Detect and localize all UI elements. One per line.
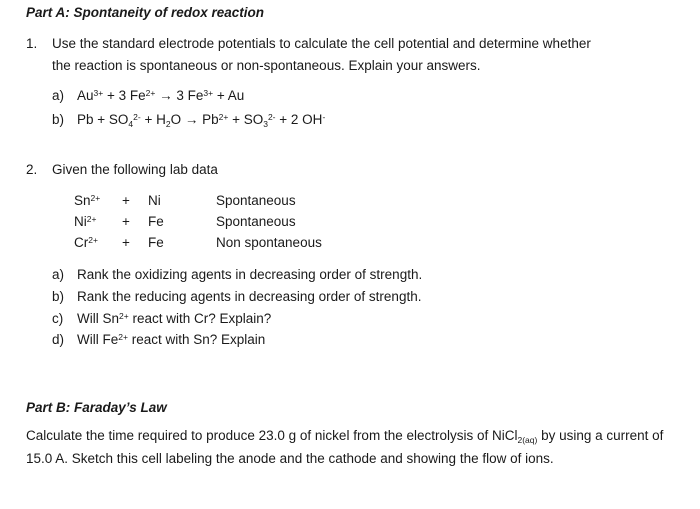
lab-row-2-result: Spontaneous	[216, 214, 296, 229]
lab-row-2-plus: +	[122, 214, 130, 229]
q2-d-text: Will $Fe^{2+}$ react with Sn? Explain	[77, 331, 266, 347]
q2-d-label: d)	[52, 332, 65, 347]
part-b-heading: Part B: Faraday’s Law	[26, 400, 167, 415]
lab-row-3-ion: $Cr^{2+}$	[74, 234, 98, 250]
q2-a-text: Rank the oxidizing agents in decreasing order of strength.	[77, 267, 423, 282]
lab-row-3-result: Non spontaneous	[216, 235, 322, 250]
question-1-line-1: Use the standard electrode potentials to calculate the cell potential and determine whether	[52, 36, 591, 51]
lab-row-1-ion: $Sn^{2+}$	[74, 192, 101, 208]
q2-c-label: c)	[52, 311, 64, 326]
question-1-number: 1.	[26, 36, 38, 51]
q1-b-label: b)	[52, 112, 65, 127]
lab-row-2-metal: Fe	[148, 214, 164, 229]
q1-a-label: a)	[52, 88, 65, 103]
q2-c-text: Will $Sn^{2+}$ react with Cr? Explain?	[77, 310, 272, 326]
q2-b-text: Rank the reducing agents in decreasing order of strength.	[77, 289, 422, 304]
question-2-intro: Given the following lab data	[52, 162, 218, 177]
lab-row-3-metal: Fe	[148, 235, 164, 250]
part-b-paragraph: Calculate the time required to produce 23.0 g of nickel from the electrolysis of NiCl$_{2(aq)}$ by using a current of 15.0 A. Sketch this cell labeling the anode and the cathode and showing the flow of ions.	[26, 428, 664, 466]
lab-row-1-plus: +	[122, 193, 130, 208]
q1-b-equation: $Pb + SO_4^{2-} + H_2O \to Pb^{2+} + SO_3^{2-} + 2$ OH-	[77, 111, 326, 129]
lab-row-3-plus: +	[122, 235, 130, 250]
q1-a-equation: $Au^{3+} + 3$ $Fe^{2+} \to 3$ $Fe^{3+} + Au$	[77, 87, 245, 103]
q2-b-label: b)	[52, 289, 65, 304]
q2-a-label: a)	[52, 267, 65, 282]
lab-row-1-metal: Ni	[148, 193, 161, 208]
question-1-line-2: the reaction is spontaneous or non-spontaneous. Explain your answers.	[52, 58, 481, 73]
lab-row-1-result: Spontaneous	[216, 193, 296, 208]
lab-row-2-ion: $Ni^{2+}$	[74, 213, 97, 229]
part-a-heading: Part A: Spontaneity of redox reaction	[26, 5, 265, 20]
question-2-number: 2.	[26, 162, 38, 177]
